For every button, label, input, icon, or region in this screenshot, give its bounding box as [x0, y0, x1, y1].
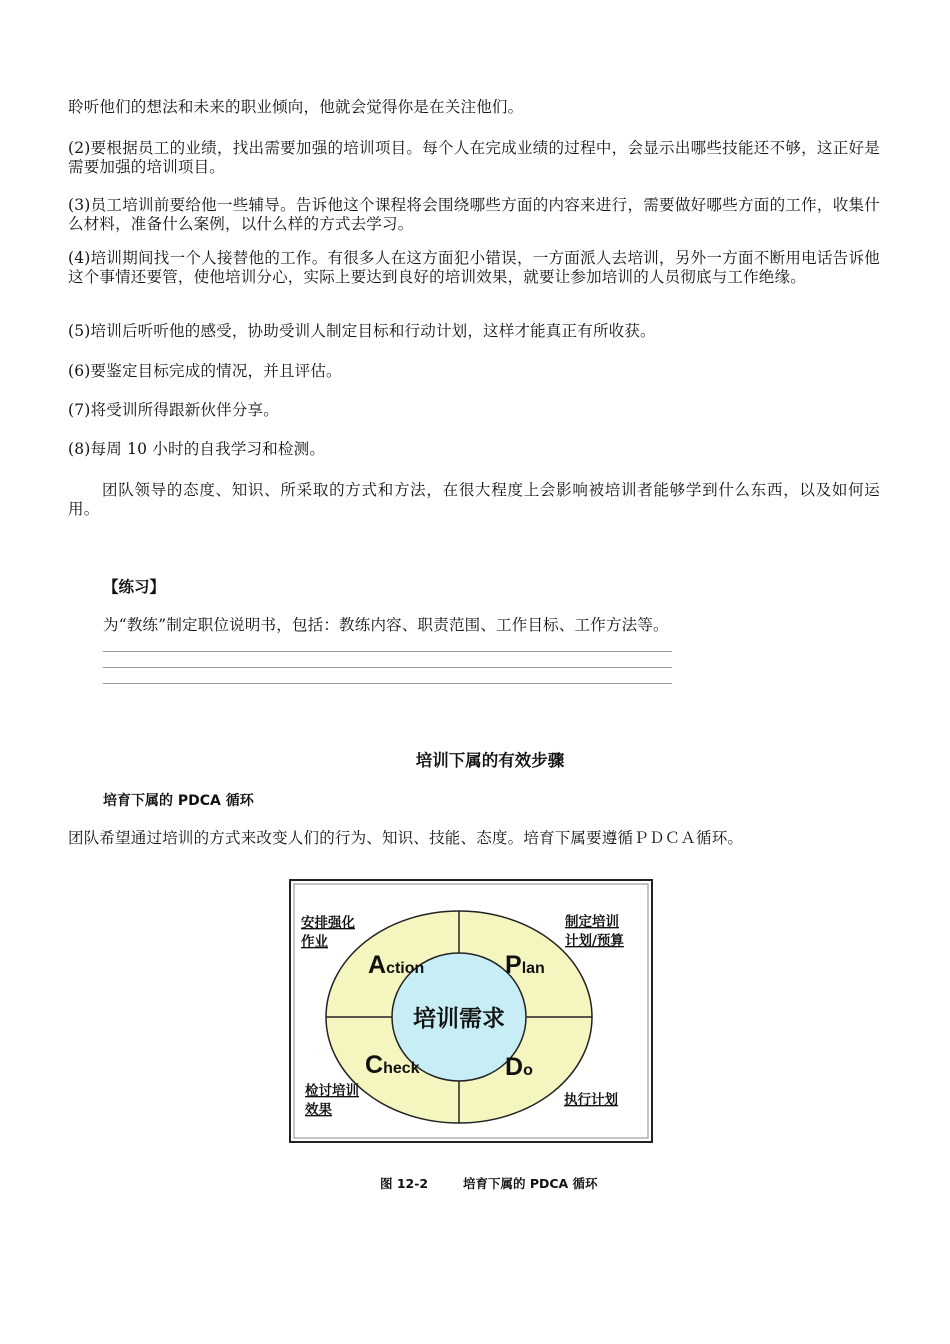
- paragraph-item-3: (3)员工培训前要给他一些辅导。告诉他这个课程将会围绕哪些方面的内容来进行，需要做好哪些方面的工作，收集什么材料，准备什么案例，以什么样的方式去学习。: [68, 196, 880, 233]
- do-label: Do: [505, 1053, 533, 1081]
- corner-top-left-line1: 安排强化: [301, 915, 355, 931]
- corner-bottom-left-line1: 检讨培训: [305, 1083, 359, 1099]
- check-label: Check: [365, 1051, 420, 1079]
- corner-bottom-left-line2: 效果: [305, 1102, 332, 1118]
- corner-top-right-line1: 制定培训: [565, 914, 619, 930]
- paragraph-item-8: (8)每周 10 小时的自我学习和检测。: [68, 440, 326, 458]
- paragraph-item-4: (4)培训期间找一个人接替他的工作。有很多人在这方面犯小错误，一方面派人去培训，另外一方面不断用电话告诉他这个事情还要管，使他培训分心，实际上要达到良好的培训效果，就要让参加培训的人员彻底与工作绝缘。: [68, 249, 880, 286]
- answer-line: [103, 667, 672, 668]
- caption-number: 图 12-2: [380, 1176, 429, 1191]
- section-intro: 团队希望通过培训的方式来改变人们的行为、知识、技能、态度。培育下属要遵循ＰＤＣＡ循环。: [68, 829, 744, 847]
- corner-top-right-line2: 计划/预算: [565, 933, 624, 949]
- figure-caption: [380, 1174, 598, 1192]
- plan-label: Plan: [505, 951, 545, 979]
- center-label: 培训需求: [413, 1006, 505, 1032]
- answer-line: [103, 651, 672, 652]
- corner-bottom-right-line1: 执行计划: [564, 1092, 618, 1108]
- corner-top-left-line2: 作业: [301, 934, 328, 950]
- pdca-cycle-diagram: [289, 879, 653, 1143]
- paragraph-summary: 团队领导的态度、知识、所采取的方式和方法，在很大程度上会影响被培训者能够学到什么东西，以及如何运用。: [68, 481, 880, 518]
- section-heading: 培训下属的有效步骤: [415, 751, 565, 770]
- caption-title: 培育下属的 PDCA 循环: [462, 1176, 598, 1191]
- exercise-body: 为“教练”制定职位说明书，包括：教练内容、职责范围、工作目标、工作方法等。: [103, 616, 669, 634]
- paragraph-item-2: (2)要根据员工的业绩，找出需要加强的培训项目。每个人在完成业绩的过程中，会显示出哪些技能还不够，这正好是需要加强的培训项目。: [68, 139, 880, 176]
- action-label: Action: [368, 951, 425, 979]
- answer-line: [103, 683, 672, 684]
- paragraph-continuation: 聆听他们的想法和未来的职业倾向，他就会觉得你是在关注他们。: [68, 98, 524, 116]
- paragraph-item-7: (7)将受训所得跟新伙伴分享。: [68, 401, 279, 419]
- exercise-title: 【练习】: [103, 578, 166, 596]
- paragraph-item-5: (5)培训后听听他的感受，协助受训人制定目标和行动计划，这样才能真正有所收获。: [68, 322, 656, 340]
- paragraph-item-6: (6)要鉴定目标完成的情况，并且评估。: [68, 362, 342, 380]
- section-subheading: 培育下属的 PDCA 循环: [103, 793, 254, 809]
